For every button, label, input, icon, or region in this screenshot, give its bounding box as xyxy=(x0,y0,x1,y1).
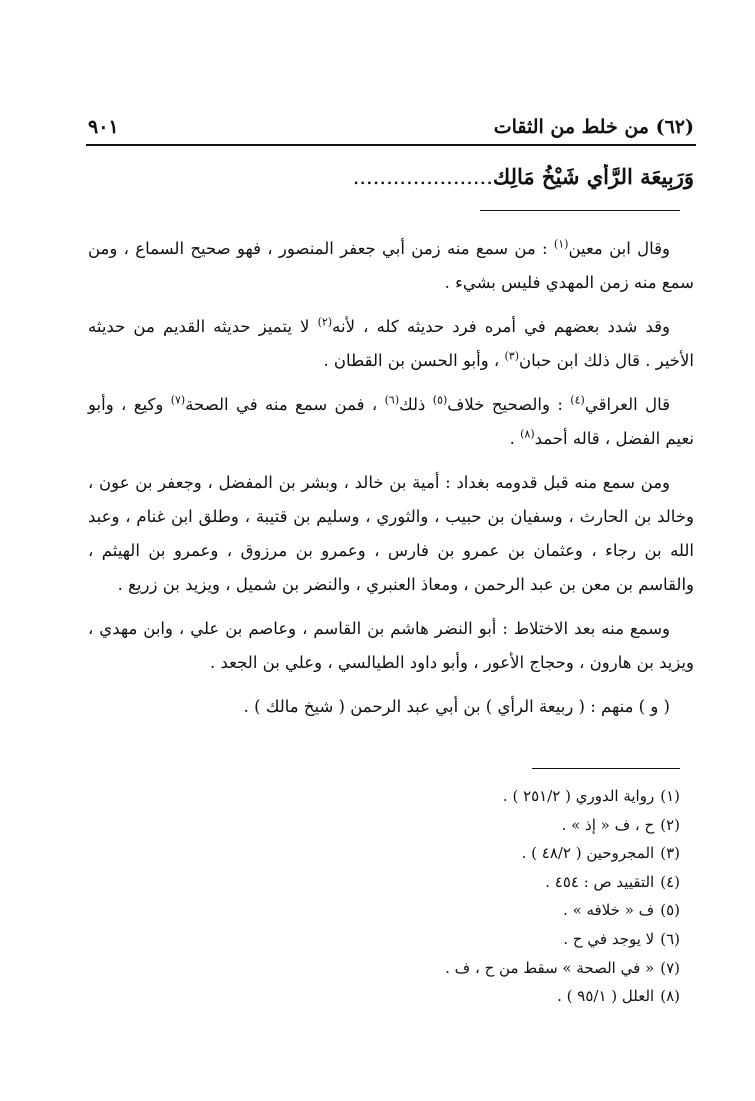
footnotes-list xyxy=(88,782,680,1011)
footnote-text: لا يوجد في ح . xyxy=(563,929,655,948)
section-title-text: وَرَبِيعَة الرَّأْي شَيْخُ مَالِك xyxy=(492,164,694,189)
footnote-ref: (٨) xyxy=(520,427,535,441)
footnote-number: (٢) xyxy=(660,815,680,834)
footnote-text: المجروحين ( ٤٨/٢ ) . xyxy=(521,844,655,863)
page-number: ٩٠١ xyxy=(88,116,119,138)
footnote-separator xyxy=(532,768,680,769)
footnote-text: ح ، ف « إذ » . xyxy=(561,815,655,834)
paragraph-text: وقد شدد بعضهم في أمره فرد حديثه كله ، لأنه xyxy=(332,317,670,336)
paragraph-text: ، وأبو الحسن بن القطان . xyxy=(323,351,505,370)
paragraph-text: وكيع ، وأبو نعيم الفضل ، قاله أحمد xyxy=(88,395,694,448)
footnote-number: (١) xyxy=(660,787,680,805)
footnote-ref: (١) xyxy=(553,237,569,251)
footnote xyxy=(88,982,680,1011)
footnote-number: (٦) xyxy=(660,929,680,948)
paragraph xyxy=(88,388,694,456)
footnote-text: التقييد ص : ٤٥٤ . xyxy=(545,872,655,891)
body-text xyxy=(88,232,694,734)
footnote-text: « في الصحة » سقط من ح ، ف . xyxy=(445,958,655,977)
running-title: (٦٢) من خلط من الثقات xyxy=(493,116,694,138)
paragraph-text: : والصحيح خلاف xyxy=(447,395,571,414)
section-title-dots: ..................... xyxy=(352,165,493,189)
header-rule xyxy=(86,144,696,146)
footnote-ref: (٤) xyxy=(570,393,585,407)
footnote-number: (٥) xyxy=(660,901,680,920)
footnote-ref: (٢) xyxy=(317,315,333,329)
paragraph-text: ، فمن سمع منه في الصحة xyxy=(185,395,385,414)
footnote xyxy=(88,954,680,983)
footnote-ref: (٥) xyxy=(432,393,448,407)
paragraph-text: وقال ابن معين xyxy=(568,239,670,258)
paragraph-text: . xyxy=(509,429,521,448)
footnote-ref: (٦) xyxy=(384,393,400,407)
footnote-number: (٣) xyxy=(660,844,680,863)
running-header xyxy=(88,112,694,144)
footnote-text: ف « خلافه » . xyxy=(563,901,655,920)
footnote xyxy=(88,868,680,897)
paragraph-text: : من سمع منه زمن أبي جعفر المنصور ، فهو صحيح السماع ، ومن سمع منه زمن المهدي فليس بشيء . xyxy=(88,239,694,292)
footnote xyxy=(88,839,680,868)
footnote xyxy=(88,811,680,840)
paragraph: ومن سمع منه قبل قدومه بغداد : أمية بن خالد ، وبشر بن المفضل ، وجعفر بن عون ، وخالد بن الحارث ، وسفيان بن حبيب ، والثوري ، وسليم بن قتيبة ، وطلق ابن غنام ، وعبد الله بن رجاء ، وعثمان بن عمرو بن فارس ، وعمرو بن مرزوق ، وعمرو بن الهيثم ، والقاسم بن معن بن عبد الرحمن ، ومعاذ العنبري ، والنضر بن شميل ، ويزيد بن زريع . xyxy=(88,473,694,594)
footnote-text: العلل ( ٩٥/١ ) . xyxy=(557,987,655,1006)
section-title-underline xyxy=(480,210,680,211)
footnote-number: (٤) xyxy=(660,872,680,891)
footnote xyxy=(88,896,680,925)
footnote xyxy=(88,782,680,811)
paragraph-text: لا يتميز حديثه القديم من حديثه الأخير . قال ذلك ابن حبان xyxy=(88,317,694,370)
paragraph: وسمع منه بعد الاختلاط : أبو النضر هاشم بن القاسم ، وعاصم بن علي ، وابن مهدي ، ويزيد بن هارون ، وحجاج الأعور ، وأبو داود الطيالسي ، وعلي بن الجعد . xyxy=(88,619,694,672)
paragraph xyxy=(88,232,694,300)
paragraph-text: قال العراقي xyxy=(584,395,670,414)
footnote-ref: (٣) xyxy=(504,349,519,363)
section-title xyxy=(88,164,694,204)
paragraph xyxy=(88,310,694,378)
footnote-number: (٧) xyxy=(660,958,680,977)
footnote-ref: (٧) xyxy=(170,393,186,407)
paragraph-text: ذلك xyxy=(399,395,433,414)
paragraph: ( و ) منهم : ( ربيعة الرأي ) بن أبي عبد الرحمن ( شيخ مالك ) . xyxy=(243,697,670,716)
footnote-number: (٨) xyxy=(660,987,680,1006)
footnote xyxy=(88,925,680,954)
footnote-text: رواية الدوري ( ٢٥١/٢ ) . xyxy=(502,787,655,805)
